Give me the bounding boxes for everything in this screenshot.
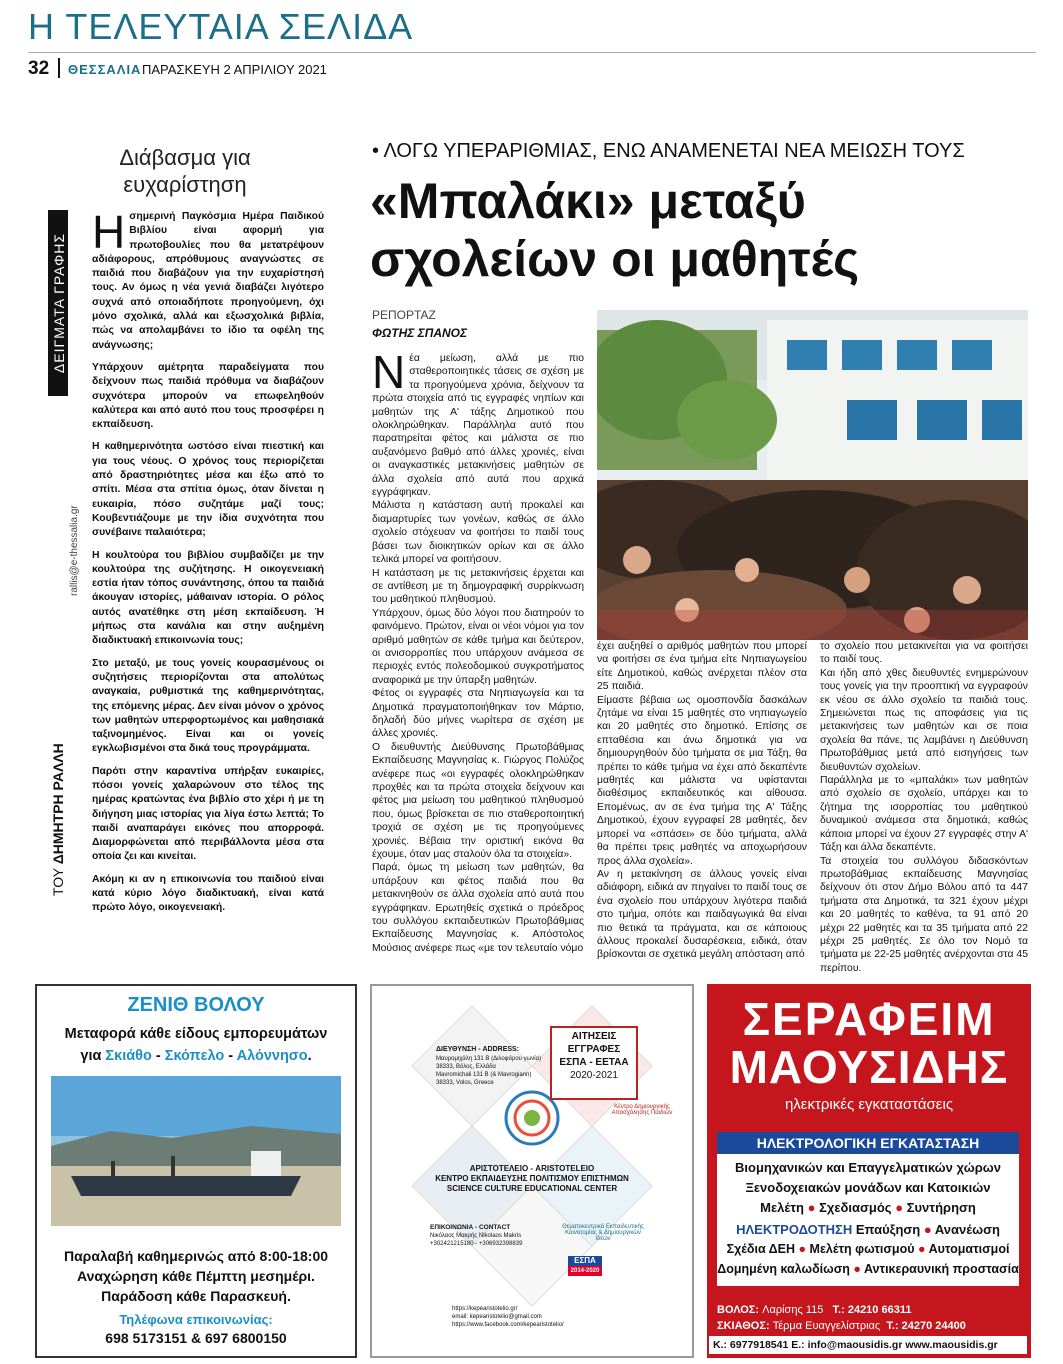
vertical-label: ΔΕΙΓΜΑΤΑ ΓΡΑΦΗΣ	[51, 232, 67, 374]
email-link[interactable]: email: kepearistotelio@gmail.com	[452, 1314, 542, 1320]
section-power: ΗΛΕΚΤΡΟΔΟΤΗΣΗ Επαύξηση ● Ανανέωση	[736, 1222, 1000, 1237]
article-paragraph: έχει αυξηθεί ο αριθμός μαθητών που μπορεί να φοιτήσει σε ένα τμήμα είτε Νηπιαγωγείου είτε Δημοτικού, καθώς ανέρχεται πλέον στα 25 παιδιά.	[597, 641, 807, 693]
contact-mobile-email: Κ.: 6977918541 Ε.: info@maousidis.gr www.maousidis.gr	[709, 1336, 1027, 1354]
brand-subtitle: ηλεκτρικές εγκαταστάσεις	[784, 1096, 954, 1113]
article-paragraph: Νέα μείωση, αλλά με πιο σταθεροποιητικές τάσεις σε σχέση με τα προηγούμενα χρόνια, δείχνουν τα πρώτα στοιχεία από τις εγγραφές νηπίων και μαθητών της Α' τάξης Δημοτικού που ολοκληρώθηκαν. Παράλληλα αυτό που παρατηρείται φέτος και μάλιστα σε πιο αυξανόμενο βαθμό από άλλες χρονιές, είναι οι αναγκαστικές μετακινήσεις μαθητών σε άλλα σχολεία από αυτά που αρχικά εγγράφηκαν.	[372, 346, 584, 499]
column-paragraph: Η κουλτούρα του βιβλίου συμβαδίζει με την κουλτούρα της συζήτησης. Η οικογενειακή εστία ήταν τόπος συνάντησης, όπου τα παιδιά άκουγαν ιστορίες, μάθαιναν ιστορία. Ο ρόλος αυτός ανατέθηκε στη μέση εκπαίδευση. Ή μήπως στα κανάλια και στην αυξημένη διαδικτυακή επικοινωνία τους;	[92, 549, 324, 647]
page-number: 32	[28, 58, 50, 79]
dest-alonissos: Αλόννησο	[236, 1048, 308, 1064]
page-number-divider	[58, 58, 60, 78]
article-paragraph: Μάλιστα η κατάσταση αυτή προκαλεί και διαμαρτυρίες των γονέων, καθώς σε άλλο σχολείο στόχευαν να φοιτήσει το παιδί τους βάσει των διοικητικών ορίων και σε άλλο τελικά μπορεί να φοιτήσουν.	[372, 500, 584, 566]
contact-skiathos: ΣΚΙΑΘΟΣ: Τέρμα Ευαγγελίστριας Τ.: 24270 24400	[717, 1320, 966, 1332]
zenith-phones: 698 5173151 & 697 6800150	[105, 1330, 287, 1346]
ship-photo	[51, 1076, 341, 1226]
column-paragraph: Ακόμη κι αν η επικοινωνία του παιδιού είναι κατά κύριο λόγο διαδικτυακή, είναι κατά πρώτο λόγο, οικογενειακή.	[92, 873, 324, 914]
article-column-1	[372, 346, 584, 955]
article-paragraph: Και ήδη από χθες διευθυντές ενημερώνουν τους γονείς για την προοπτική να εγγραφούν εκ νέου σε άλλο σχολείο τα παιδιά τους. Σημειώνεται πως τις αποφάσεις για τις μετακινήσεις των μαθητών και σε ποια σχολεία θα πάνε, τις λαμβάνει η Διεύθυνση Πρωτοβάθμιας μετά από εισηγήσεις των διευθυντών σχολείων.	[820, 667, 1028, 773]
zenith-line1: Μεταφορά κάθε είδους εμπορευμάτων	[64, 1026, 328, 1042]
school-photo	[597, 310, 1028, 640]
center-name-1: ΑΡΙΣΤΟΤΕΛΕΙΟ - ARISTOTELEIO	[469, 1164, 595, 1173]
espa-logo: ΕΣΠΑ 2014-2020	[568, 1256, 602, 1274]
issue-date: ΠΑΡΑΣΚΕΥΗ 2 ΑΠΡΙΛΙΟΥ 2021	[142, 62, 327, 77]
dest-skiathos: Σκιάθο	[105, 1048, 152, 1064]
article-paragraph: Παράλληλα με το «μπαλάκι» των μαθητών από σχολείο σε σχολείο, υπάρχει και το ζήτημα της ισορροπίας του μαθητικού δυναμικού ανάμεσα στα δημοτικά, καθώς κάποια μπορεί να έχουν 27 εγγραφές στην Α' Τάξη και άλλα δεκαπέντε.	[820, 775, 1028, 854]
contact-line: Νικόλαος Μακρής Nikolaos Makris	[430, 1233, 522, 1239]
newspaper-name: ΘΕΣΣΑΛΙΑ	[68, 62, 142, 77]
article-kicker: • ΛΟΓΩ ΥΠΕΡΑΡΙΘΜΙΑΣ, ΕΝΩ ΑΝΑΜΕΝΕΤΑΙ ΝΕΑ ΜΕΙΩΣΗ ΤΟΥΣ	[372, 140, 965, 162]
column-title: Διάβασμα για ευχαρίστηση	[119, 145, 251, 197]
article-paragraph: Παρά, όμως τη μείωση των μαθητών, θα υπάρξουν και φέτος παιδιά που θα μετακινηθούν σε άλλα σχολεία από αυτά που εγγράφηκαν. Ερωτηθείς σχετικά ο πρόεδρος του συλλόγου εκπαιδευτικών Πρωτοβάθμιας Εκπαίδευσης Μαγνησίας κ. Απόστολος Μούσιος ανέφερε πως «με τον τελευταίο νόμο	[372, 862, 584, 954]
brand-name-1: ΣΕΡΑΦΕΙΜ	[742, 993, 996, 1045]
column-author	[48, 396, 70, 896]
report-label: ΡΕΠΟΡΤΑΖ	[372, 308, 436, 322]
enrollment-box: ΑΙΤΗΣΕΙΣ ΕΓΓΡΑΦΕΣ ΕΣΠΑ - ΕΕΤΑΑ 2020-2021	[550, 1026, 638, 1100]
article-paragraph: Η κατάσταση με τις μετακινήσεις έρχεται και σε αντίθεση με τη δημογραφική συρρίκνωση του μαθητικού πληθυσμού.	[372, 567, 584, 606]
address-line: Mavromichali 131 B (& Mavrogiann)	[436, 1072, 532, 1078]
facebook-link[interactable]: https://www.facebook.com/kepearistotelio/	[452, 1322, 564, 1328]
brand-name-2: ΜΑΟΥΣΙΔΗΣ	[729, 1041, 1009, 1093]
article-paragraph: Υπάρχουν, όμως δύο λόγοι που διατηρούν το φαινόμενο. Πρώτον, είναι οι νέοι νόμοι για τον αριθμό μαθητών σε κάθε τμήμα και δεύτερον, οι ανισορροπίες που υπάρχουν ανάμεσα σε περιοχές εντός πολεοδομικού συγκροτήματος αναφορικά με την ύπαρξη μαθητών.	[372, 607, 584, 686]
article-paragraph: Ο διευθυντής Διεύθυνσης Πρωτοβάθμιας Εκπαίδευσης Μαγνησίας κ. Γιώργος Πολύζος ανέφερε πως «οι εγγραφές ολοκληρώθηκαν προχθές και τα πρώτα στοιχεία δείχνουν και φέτος μια μείωση του μαθητικού πληθυσμού που, όμως βρίσκεται σε πιο σταθεροποιητική τροχιά σε σχέση με τις προηγούμενες χρονιές. Βέβαια την οριστική εικόνα θα έχουμε, όταν μας σταλούν όλα τα στοιχεία».	[372, 741, 584, 861]
email-link[interactable]: info@maousidis.gr	[807, 1339, 903, 1351]
dropcap: Η	[92, 206, 126, 258]
article-paragraph: Τα στοιχεία του συλλόγου διδασκόντων πρωτοβάθμιας εκπαίδευσης Μαγνησίας δείχνουν ότι στον Δήμο Βόλου από τα 447 τμήματα στα Δημοτικά, τα 321 έχουν μέχρι και 20 μαθητές το καθένα, τα 91 από 20 μέχρι 22 μαθητές και τα 35 τμήματα από 22 μέχρι 25 μαθητές. Σε όλο τον Νομό τα τμήματα με 22-25 μαθητές ανέρχονται στα 45 περίπου.	[820, 855, 1028, 974]
service-line: Δομημένη καλωδίωση ● Αντικεραυνική προστασία	[717, 1262, 1019, 1276]
article-column-3	[820, 640, 1028, 975]
column-paragraph: Στο μεταξύ, με τους γονείς κουρασμένους οι συζητήσεις περιορίζονται στα απολύτως αναγκαία, ρυθμιστικά της καθημερινότητας, της επόμενης μέρας. Δεν είναι μόνον ο χρόνος των μαθητών υπερφορτωμένος και μαθησιακά ταξινομημένος. Είναι και οι γονείς εγκλωβισμένοι στα δικά τους προγράμματα.	[92, 657, 324, 755]
section-installation: ΗΛΕΚΤΡΟΛΟΓΙΚΗ ΕΓΚΑΤΑΣΤΑΣΗ	[717, 1132, 1019, 1154]
article-paragraph: Είμαστε βέβαια ως ομοσπονδία δασκάλων ζητάμε να είναι 15 μαθητές στο νηπιαγωγείο και 20 μαθητές στο δημοτικό. Επίσης σε επταθέσια και άνω δημοτικά για να δημιουργηθούν δύο τμήματα σε μια Τάξη, θα πρέπει το κάθε τμήμα να έχει από δεκαπέντε μαθητές και μάλιστα να υφίστανται διαθέσιμος εκπαιδευτικός και αίθουσα. Επομένως, αν σε ένα τμήμα της Α' Τάξης Δημοτικού, έχουν εγγραφεί 28 μαθητές, δεν μπορεί να «σπάσει» σε δύο τμήματα, αλλά θα πρέπει τρεις μαθητές να αποχωρήσουν προς άλλα σχολεία».	[597, 694, 807, 867]
website-link[interactable]: www.maousidis.gr	[905, 1339, 998, 1351]
address-line: Μαυρομιχάλη 131 Β (Διλοφόρου γωνία)	[436, 1056, 542, 1062]
zenith-line2: για Σκιάθο - Σκόπελο - Αλόννησο.	[80, 1048, 312, 1064]
column-paragraph: Υπάρχουν αμέτρητα παραδείγματα που δείχνουν πως παιδιά πρόθυμα να διαβάζουν συχνότερα μπορούν να επωφεληθούν καλύτερα και από αυτό που τους προσφέρει η εκπαίδευση.	[92, 361, 324, 431]
themes-label: Θεματοκεντρικά Εκπαιδευτικής Καινοτομίας & Δημιουργικών Ιδεών	[562, 1224, 644, 1242]
service-line: Ξενοδοχειακών μονάδων και Κατοικιών	[745, 1180, 991, 1195]
service-line: Μελέτη ● Σχεδιασμός ● Συντήρηση	[760, 1200, 976, 1215]
author-prefix: ΤΟΥ	[50, 864, 66, 896]
center-name-2: ΚΕΝΤΡΟ ΕΚΠΑΙΔΕΥΣΗΣ ΠΟΛΙΤΙΣΜΟΥ ΕΠΙΣΤΗΜΩΝ	[435, 1174, 629, 1183]
author-email[interactable]: rallis@e-thessalia.gr	[69, 505, 80, 596]
zenith-phones-label: Τηλέφωνα επικοινωνίας:	[119, 1312, 273, 1327]
article-author: ΦΩΤΗΣ ΣΠΑΝΟΣ	[372, 326, 468, 340]
column-paragraph: Η σημερινή Παγκόσμια Ημέρα Παιδικού Βιβλίου είναι αφορμή για πρωτοβουλίες που θα μετατρέψουν αδιάφορους, απρόθυμους αναγνώστες σε παιδιά που διαβάζουν για την ευχαρίστησή τους. Αν όμως η νέα γενιά διαβάζει λιγότερο συχνά από οποιαδήποτε προηγούμενη, όχι μόνο σχολικά, αλλά και εξωσχολικά βιβλία, πώς να απολαμβάνει το ίδιο τα οφέλη της ανάγνωσης;	[92, 206, 324, 351]
ad-aristoteleio[interactable]	[370, 984, 694, 1358]
article-paragraph: Αν η μετακίνηση σε άλλους γονείς είναι αδιάφορη, ειδικά αν πηγαίνει το παιδί τους σε ένα σχολείο που υπάρχουν λιγότερα παιδιά στο τμήμα, οπότε και παιδαγωγικά θα είναι πιο θετικά τα πράγματα, και σε κάποιους άλλους προκαλεί δυσαρέσκεια, ειδικά, όταν βρίσκονται σε σχετικά μεγάλη απόσταση από	[597, 868, 807, 961]
address-label: ΔΙΕΥΘΥΝΣΗ - ADDRESS:	[436, 1046, 520, 1053]
zenith-title: ΖΕΝΙΘ ΒΟΛΟΥ	[127, 994, 265, 1016]
contact-label: ΕΠΙΚΟΙΝΩΝΙΑ - CONTACT	[430, 1224, 511, 1231]
contact-volos: ΒΟΛΟΣ: Λαρίσης 115 Τ.: 24210 66311	[717, 1304, 912, 1316]
zenith-info3: Παράδοση κάθε Παρασκευή.	[101, 1288, 291, 1304]
header-rule	[28, 52, 1036, 53]
ad-maousidis[interactable]	[707, 984, 1031, 1358]
column-paragraph: Η καθημερινότητα ωστόσο είναι πιεστική και για τους νέους. Ο χρόνος τους περιορίζεται από δραστηριότητες μέσα και έξω από το σπίτι. Μέσα στα σπίτια όμως, όταν δίνεται η ευκαιρία, πόσο συζητάμε μαζί τους; Κουβεντιάζουμε με την ίδια συχνότητα που συνέβαινε παλαιότερα;	[92, 441, 324, 539]
ad-zenith[interactable]	[35, 984, 357, 1358]
article-dropcap: Ν	[372, 346, 406, 398]
section-title: Η ΤΕΛΕΥΤΑΙΑ ΣΕΛΙΔΑ	[28, 6, 414, 47]
column-paragraph: Παρότι στην καραντίνα υπήρξαν ευκαιρίες, πόσοι γονείς χαλαρώνουν στο τέλος της ημέρας κρατώντας ένα βιβλίο στο χέρι ή με τη διήγηση μιας ιστορίας για λίγα έστω λεπτά; Το παιδί αναπαράγει εικόνες που απορροφά. Διαμορφώνεται από περιβάλλοντα μέσα στα οποία ζει και κινείται.	[92, 765, 324, 863]
service-line: Βιομηχανικών και Επαγγελματικών χώρων	[735, 1160, 1001, 1175]
contact-line: +302421215180 - +306932398839	[430, 1241, 523, 1247]
service-line: Σχέδια ΔΕΗ ● Μελέτη φωτισμού ● Αυτοματισμοί	[726, 1242, 1010, 1256]
zenith-info1: Παραλαβή καθημερινώς από 8:00-18:00	[63, 1248, 329, 1264]
website-link[interactable]: https://kepearistotelio.gr/	[452, 1306, 518, 1312]
article-paragraph: Φέτος οι εγγραφές στα Νηπιαγωγεία και τα Δημοτικά πραγματοποιήθηκαν τον Μάρτιο, δηλαδή δύο μήνες νωρίτερα σε σχέση με άλλες χρονιές.	[372, 688, 584, 740]
center-name-3: SCIENCE CULTURE EDUCATIONAL CENTER	[446, 1184, 618, 1193]
column-body	[92, 206, 324, 924]
zenith-info2: Αναχώρηση κάθε Πέμπτη μεσημέρι.	[77, 1268, 315, 1284]
author-name: ΔΗΜΗΤΡΗ ΡΑΛΛΗ	[50, 743, 66, 865]
article-paragraph: το σχολείο που μετακινείται για να φοιτήσει το παιδί τους.	[820, 641, 1028, 666]
address-line: 38333, Βόλος, Ελλάδα	[436, 1064, 496, 1070]
creative-center-label: Κέντρο Δημιουργικής Απασχόλησης Παιδιών	[611, 1104, 673, 1116]
address-line: 38333, Volos, Greece	[436, 1080, 494, 1086]
article-column-2	[597, 640, 807, 962]
dest-skopelos: Σκόπελο	[164, 1048, 225, 1064]
article-headline: «Μπαλάκι» μεταξύ σχολείων οι μαθητές	[370, 173, 860, 287]
